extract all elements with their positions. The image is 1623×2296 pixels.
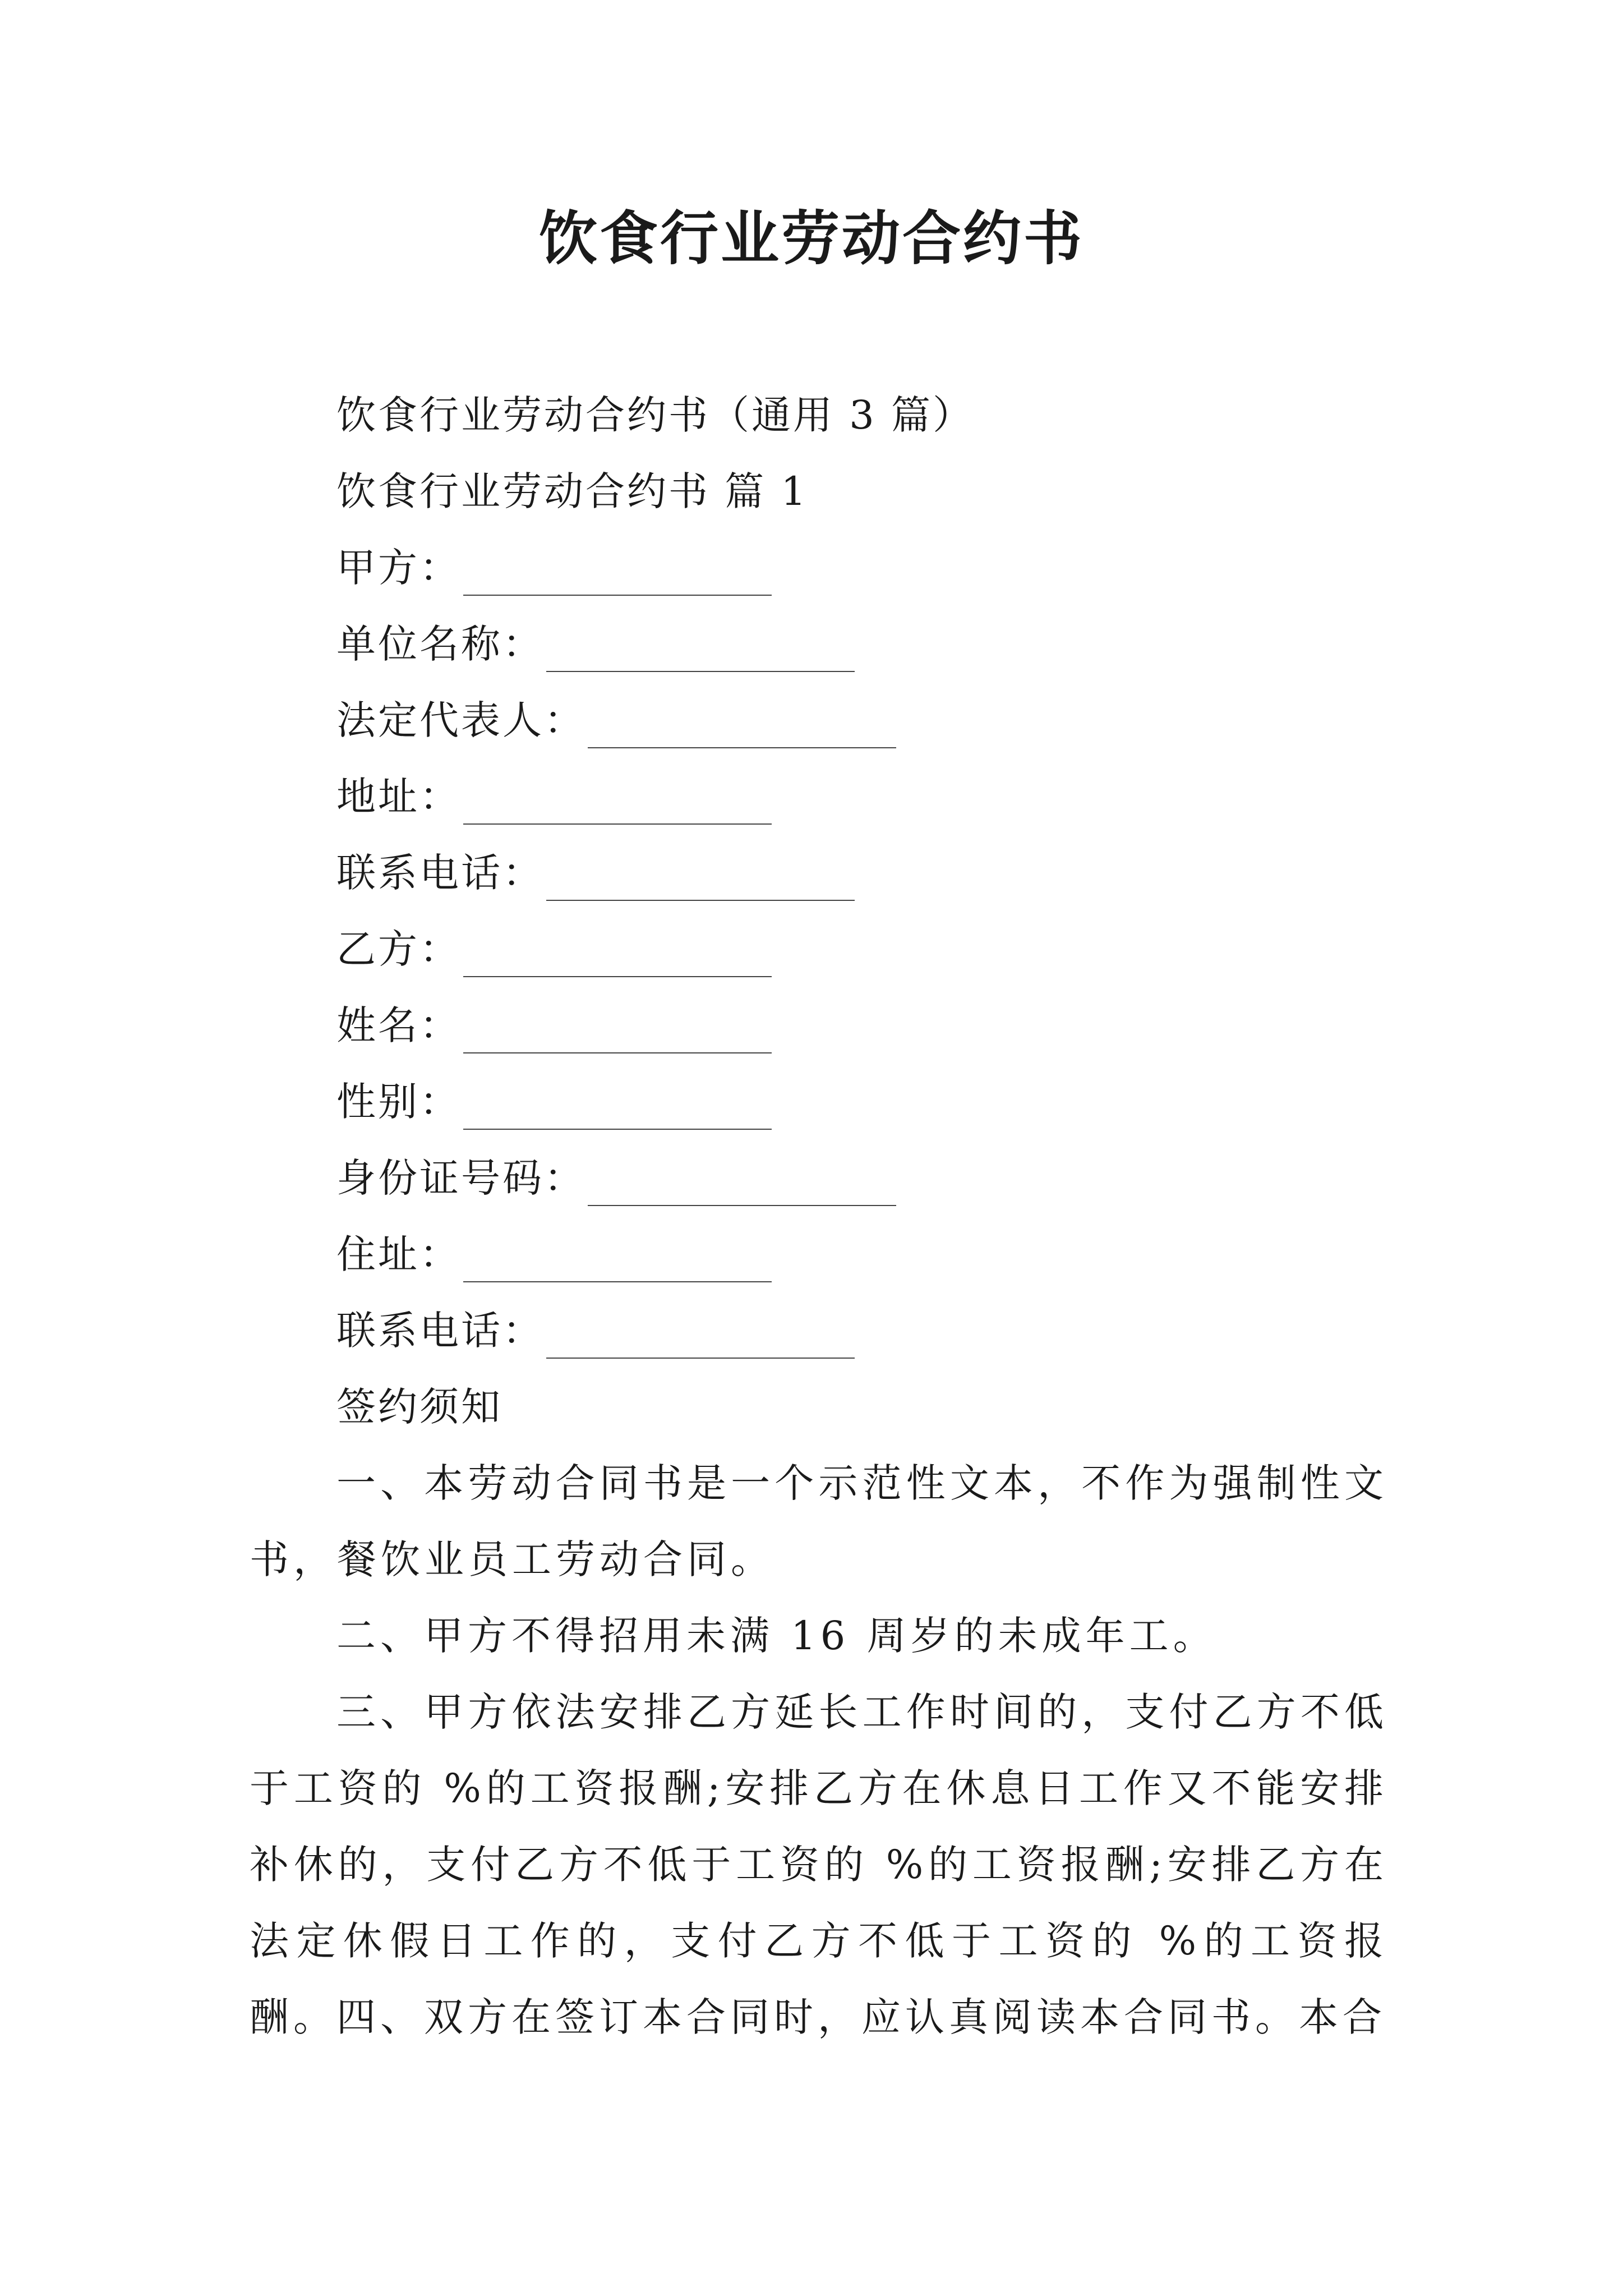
party-a-phone-row xyxy=(336,845,855,901)
party-a-row xyxy=(336,540,772,596)
residence-label: 住址： xyxy=(336,1231,461,1277)
party-a-phone-label: 联系电话： xyxy=(336,850,544,896)
name-label: 姓名： xyxy=(336,1002,461,1048)
id-number-blank xyxy=(588,1161,896,1206)
gender-label: 性别： xyxy=(336,1079,461,1125)
name-blank xyxy=(463,1009,772,1053)
paragraph-2: 二、甲方不得招用未满 16 周岁的未成年工。 xyxy=(336,1613,1217,1659)
paragraph-3: 三、甲方依法安排乙方延长工作时间的，支付乙方不低于工资的 %的工资报酬;安排乙方在休息日工作又不能安排补休的，支付乙方不低于工资的 %的工资报酬;安排乙方在法定休假日工作的，支付乙方不低于工资的 %的工资报酬。 xyxy=(250,1689,1388,2040)
party-b-phone-label: 联系电话： xyxy=(336,1308,544,1354)
paragraph-4: 四、双方在签订本合同时，应认真阅读本合同书。本合 xyxy=(336,1994,1386,2040)
party-b-label: 乙方： xyxy=(336,926,461,972)
section-heading: 饮食行业劳动合约书 篇 1 xyxy=(336,468,809,514)
document-title: 饮食行业劳动合约书 xyxy=(538,204,1084,273)
address-blank xyxy=(463,780,772,825)
gender-row xyxy=(336,1074,772,1130)
name-row xyxy=(336,997,772,1053)
document-subtitle: 饮食行业劳动合约书（通用 3 篇） xyxy=(336,392,975,438)
paragraph-1: 一、本劳动合同书是一个示范性文本，不作为强制性文书，餐饮业员工劳动合同。 xyxy=(250,1460,1388,1582)
gender-blank xyxy=(463,1085,772,1130)
residence-row xyxy=(336,1226,772,1282)
party-a-phone-blank xyxy=(546,856,855,901)
party-b-phone-row xyxy=(336,1303,855,1359)
unit-name-label: 单位名称： xyxy=(336,621,544,667)
notice-heading: 签约须知 xyxy=(336,1384,502,1430)
address-row xyxy=(336,769,772,825)
party-b-phone-blank xyxy=(546,1314,855,1359)
party-a-blank xyxy=(463,551,772,596)
unit-name-row xyxy=(336,616,855,672)
legal-rep-blank xyxy=(588,703,896,748)
legal-rep-row xyxy=(336,692,896,748)
legal-rep-label: 法定代表人： xyxy=(336,697,585,743)
party-a-label: 甲方： xyxy=(336,545,461,591)
residence-blank xyxy=(463,1237,772,1282)
unit-name-blank xyxy=(546,627,855,672)
id-number-label: 身份证号码： xyxy=(336,1155,585,1201)
party-b-row xyxy=(336,921,772,977)
party-b-blank xyxy=(463,932,772,977)
address-label: 地址： xyxy=(336,774,461,820)
id-number-row xyxy=(336,1150,896,1206)
